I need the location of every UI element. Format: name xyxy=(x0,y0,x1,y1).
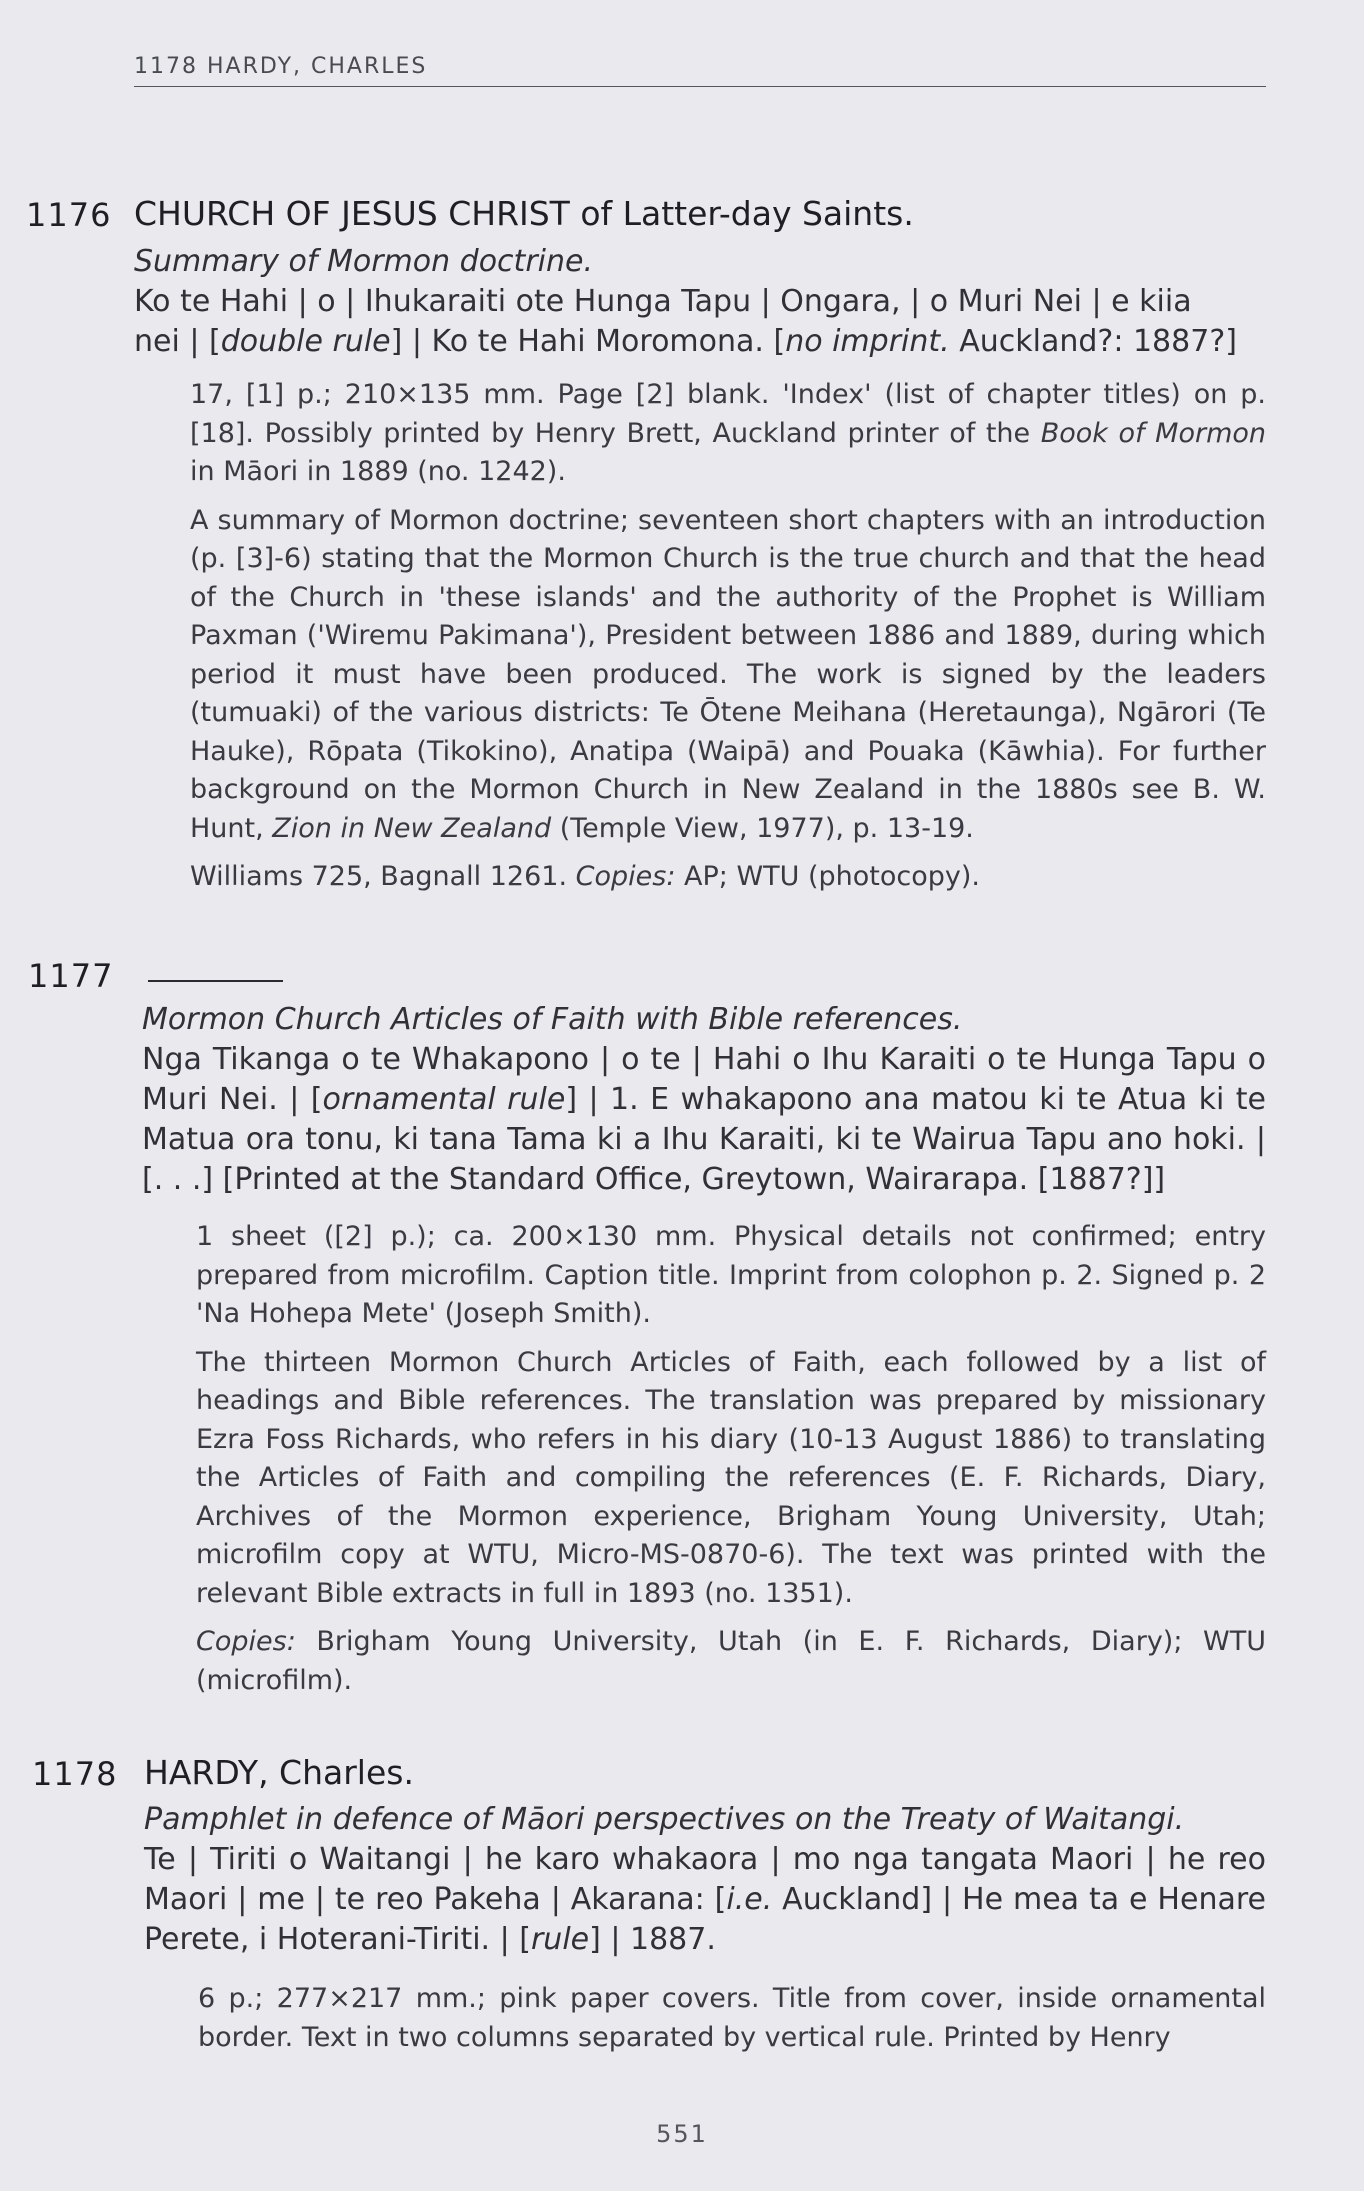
physical-description: 17, [1] p.; 210×135 mm. Page [2] blank. 'Index' (list of chapter titles) on p. [18]. Possibly printed by Henry Brett, Auckland printer of the Book of Mormon in Māori in 1889 (no. 1242). xyxy=(190,379,1266,487)
physical-description: 6 p.; 277×217 mm.; pink paper covers. Title from cover, inside ornamental border. Text in two columns separated by vertical rule. Printed by Henry xyxy=(198,1983,1266,2053)
content-note: The thirteen Mormon Church Articles of Faith, each followed by a list of headings and Bible references. The translation was prepared by missionary Ezra Foss Richards, who refers in his diary (10-13 August 1886) to translating the Articles of Faith and compiling the references (E. F. Richards, Diary, Archives of the Mormon experience, Brigham Young University, Utah; microfilm copy at WTU, Micro-MS-0870-6). The text was printed with the relevant Bible extracts in full in 1893 (no. 1351). xyxy=(196,1346,1266,1609)
entry-number: 1177 xyxy=(28,957,114,995)
entry-subtitle: Mormon Church Articles of Faith with Bible references. xyxy=(142,1002,963,1037)
copies: Copies: Brigham Young University, Utah (in E. F. Richards, Diary); WTU (microfilm). xyxy=(196,1626,1266,1696)
title-transcription: Te | Tiriti o Waitangi | he karo whakaora | mo nga tangata Maori | he reo Maori | me | te reo Pakeha | Akarana: [i.e. Auckland] | He mea ta e Henare Perete, i Hoterani-Tiriti. | [rule] | 1887. xyxy=(144,1842,1266,1957)
entry-1177-notes xyxy=(196,1218,1266,1710)
page-number: 551 xyxy=(656,2120,708,2148)
entry-1176-title-block xyxy=(134,242,1266,362)
entry-number: 1176 xyxy=(26,196,112,234)
ditto-dash xyxy=(148,970,283,989)
entry-1176-notes xyxy=(190,376,1266,907)
entry-subtitle: Summary of Mormon doctrine. xyxy=(134,244,593,279)
entry-heading: CHURCH OF JESUS CHRIST of Latter-day Saints. xyxy=(134,194,914,233)
title-transcription: Nga Tikanga o te Whakapono | o te | Hahi o Ihu Karaiti o te Hunga Tapu o Muri Nei. | [ornamental rule] | 1. E whakapono ana matou ki te Atua ki te Matua ora tonu, ki tana Tama ki a Ihu Karaiti, ki te Wairua Tapu ano hoki. | [. . .] [Printed at the Standard Office, Greytown, Wairarapa. [1887?]] xyxy=(142,1042,1266,1197)
content-note: A summary of Mormon doctrine; seventeen short chapters with an introduction (p. [3]-6) stating that the Mormon Church is the true church and that the head of the Church in 'these islands' and the authority of the Prophet is William Paxman ('Wiremu Pakimana'), President between 1886 and 1889, during which period it must have been produced. The work is signed by the leaders (tumuaki) of the various districts: Te Ōtene Meihana (Heretaunga), Ngārori (Te Hauke), Rōpata (Tikokino), Anatipa (Waipā) and Pouaka (Kāwhia). For further background on the Mormon Church in New Zealand in the 1880s see B. W. Hunt, Zion in New Zealand (Temple View, 1977), p. 13-19. xyxy=(190,504,1266,844)
entry-1178-notes xyxy=(198,1980,1266,2067)
physical-description: 1 sheet ([2] p.); ca. 200×130 mm. Physical details not confirmed; entry prepared from microfilm. Caption title. Imprint from colophon p. 2. Signed p. 2 'Na Hohepa Mete' (Joseph Smith). xyxy=(196,1221,1266,1329)
entry-heading: HARDY, Charles. xyxy=(144,1753,414,1792)
entry-1177-title-block xyxy=(142,1000,1266,1200)
header-rule xyxy=(134,86,1266,87)
entry-number: 1178 xyxy=(32,1755,118,1793)
references: Williams 725, Bagnall 1261. Copies: AP; WTU (photocopy). xyxy=(190,861,980,892)
running-head: 1178 HARDY, CHARLES xyxy=(134,54,428,79)
title-transcription-line: Ko te Hahi | o | Ihukaraiti ote Hunga Tapu | Ongara, | o Muri Nei | e kiia xyxy=(134,284,1192,319)
entry-subtitle: Pamphlet in defence of Māori perspectives on the Treaty of Waitangi. xyxy=(144,1802,1185,1837)
title-transcription-line: nei | [double rule] | Ko te Hahi Moromona. [no imprint. Auckland?: 1887?] xyxy=(134,324,1237,359)
entry-1178-title-block xyxy=(144,1800,1266,1960)
